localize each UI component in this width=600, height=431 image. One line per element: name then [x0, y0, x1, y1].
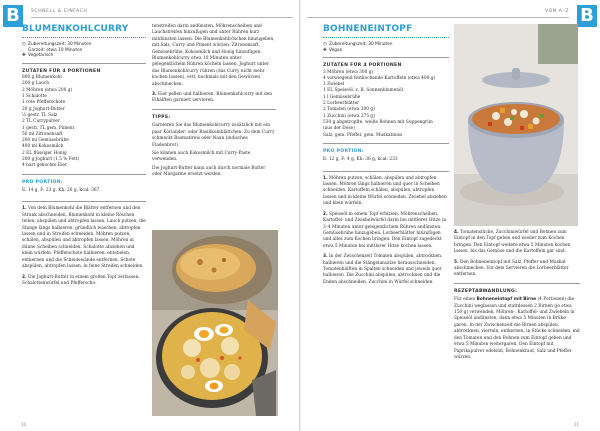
- divider: [22, 63, 146, 64]
- ingredient-item: 3 Möhren (etwa 300 g): [323, 69, 374, 75]
- ingredient-item: 1 rote Pfefferschote: [22, 100, 66, 106]
- ingredient-item: 1 EL Speiseöl, z. B. Sonnenblumenöl: [323, 88, 404, 94]
- ingredient-item: 1 gestr. TL gem. Piment: [22, 125, 75, 131]
- stew-photo: [454, 24, 578, 226]
- ingredient-item: 2 Lorbeerblätter: [323, 101, 360, 107]
- variation-text: Für einen Bohneneintopf mit Birne (4 Portionen) die Zucchini weglassen und stattdessen 2 Birnen (je etwa 150 g) verwenden. Möhren-, Kartoffel- und Zwiebeln in Speiseöl andünsten, dann etwa 5 Minuten in Brühe garen. In der Zwischenzeit die Birnen abspülen, abtrocknen, vierteln, entkernen, in Stücke schneiden, mit den Tomaten und den Bohnen zum Eintopf geben und etwa 5 Minuten weitergaren. Den Eintopf mit Paprikapulver edelsüß, Bohnenkraut, Salz und Pfeffer würzen.: [454, 297, 580, 360]
- meta-time: ◷ Zubereitungszeit: 30 Minuten: [323, 42, 393, 47]
- leaf-icon: ✤: [22, 53, 26, 59]
- per-portion-heading: PRO PORTION:: [22, 179, 64, 185]
- tip: Die Joghurt-Butter kann auch durch normale Butter oder Margarine ersetzt werden.: [152, 165, 266, 178]
- ingredient-item: 800 g Blumenkohl: [22, 75, 62, 81]
- tip: Sie können auch Kokosmilch mit Curry-Paste verwenden.: [152, 150, 251, 163]
- divider: [22, 201, 146, 202]
- ingredients-heading: ZUTATEN FÜR 4 PORTIONEN: [323, 63, 402, 69]
- meta-diet: ✤ Vegetarisch: [22, 53, 54, 59]
- ingredient-item: 1 Zwiebel: [323, 82, 345, 88]
- clock-icon: ◷: [323, 42, 327, 47]
- ingredients-heading: ZUTATEN FÜR 4 PORTIONEN: [22, 68, 101, 74]
- ingredient-item: 4 vorwiegend festkochende Kartoffeln (etwa 400 g): [323, 75, 436, 81]
- ingredients-list: [323, 70, 449, 139]
- ingredient-item: 200 ml Gemüsebrühe: [22, 138, 69, 144]
- recipe-title: BOHNENEINTOPF: [323, 24, 413, 34]
- page-number: 10: [21, 422, 27, 427]
- ingredient-item: 1 Schalotte: [22, 94, 47, 100]
- right-page: [301, 0, 600, 431]
- left-column-2: [152, 24, 276, 179]
- step-1: 1. Von dem Blumenkohl die Blätter entfernen und den Strunk abschneiden. Blumenkohl in kleine Röschen teilen, abspülen und abtropfen lassen. Lauch putzen, die Stange längs halbieren, gründlich waschen, abtropfen lassen und in Streifen schneiden. Möhren putzen, schälen, abspülen und abtropfen lassen. Möhren in dünne Scheiben schneiden. Schalotte abziehen und klein würfeln. Pfefferschote halbieren, entstielen, entkernen und die Scheidewände entfernen. Schote abspülen, abtropfen lassen, in feine Streifen schneiden.: [22, 206, 146, 270]
- running-head: VON A–Z: [545, 9, 569, 14]
- tips-heading: TIPPS:: [152, 114, 171, 120]
- recipe-title: BLUMENKOHLCURRY: [22, 24, 129, 34]
- ingredient-item: 530 g abgetropfte, weiße Bohnen mit Suppengrün: [323, 119, 433, 125]
- ingredient-item: 2 TL Currypulver: [22, 119, 60, 125]
- divider: [323, 57, 449, 58]
- left-page: [0, 0, 299, 431]
- ingredient-item: 2 Möhren (etwa 200 g): [22, 87, 73, 93]
- ingredient-item: 200 g Lauch: [22, 81, 50, 87]
- curry-photo: [152, 230, 278, 416]
- header-rule: [31, 17, 293, 18]
- ingredient-item: 400 ml Kokosmilch: [22, 144, 64, 150]
- left-column-1: [22, 24, 146, 287]
- step-2: 2. Die Joghurt-Butter in einem großen Topf zerlassen. Schalottenwürfel und Pfefferscho-: [22, 274, 140, 286]
- divider: [152, 109, 276, 110]
- ingredient-item: 20 g Joghurt-Butter: [22, 106, 65, 112]
- letter-tab: B: [577, 5, 597, 27]
- per-portion-heading: PRO PORTION:: [323, 148, 365, 154]
- ingredient-item: 2 EL flüssiger Honig: [22, 150, 67, 156]
- meta-diet: ✤ Vegan: [323, 47, 343, 53]
- right-column-1: [323, 24, 449, 286]
- clock-icon: ◷: [22, 42, 26, 47]
- divider: [323, 143, 449, 144]
- step-3: 3. Eier pellen und halbieren. Blumenkohlcurry mit den Eihälften garniert servieren.: [152, 92, 273, 104]
- ingredient-item: 50 ml Zitronensaft: [22, 131, 63, 137]
- nutrition-values: E: 14 g, F: 23 g, Kh: 26 g, kcal: 367: [22, 188, 100, 194]
- nutrition-values: E: 12 g, F: 4 g, Kh: 36 g, kcal: 233: [323, 157, 398, 163]
- divider: [454, 283, 580, 284]
- step-2-continuation: tenstreifen darin andünsten. Möhrenscheiben und Lauchstreifen hinzufügen und unter Rühren kurz mitdünsten lassen. Die Blumenkohlröschen hinzugeben, mit Salz, Curry und Piment würzen. Zitronensaft, Gemüsebrühe, Kokosmilch und Honig hinzufügen. Blumenkohlcurry etwa 10 Minuten unter gelegentlichem Rühren köcheln lassen. Joghurt unter das Blumenkohlcurry rühren (das Curry nicht mehr kochen lassen), evtl. nochmals mit den Gewürzen abschmecken.: [152, 24, 275, 87]
- step-5: 5. Den Bohneneintopf mit Salz, Pfeffer und Muskat abschmecken. Vor dem Servieren die Lorbeerblätter entfernen.: [454, 259, 569, 278]
- ingredient-item: ½ gestr. TL Salz: [22, 112, 58, 118]
- ingredient-item: 1 l Gemüsebrühe: [323, 94, 361, 100]
- page-number: 11: [573, 422, 579, 427]
- ingredient-item: (aus der Dose): [323, 126, 355, 132]
- ingredient-item: Salz, gem. Pfeffer, gem. Muskatnuss: [323, 132, 403, 138]
- step-4: 4. Tomatenstücke, Zucchiniwürfel und Bohnen zum Eintopf in den Topf geben und wieder zum Kochen bringen. Den Eintopf weitere etwa 5 Minuten kochen lassen, bis das Gemüse und die Kartoffeln gar sind.: [454, 230, 571, 255]
- title-divider: [323, 37, 449, 38]
- divider: [22, 174, 146, 175]
- ingredients-list: [22, 75, 146, 169]
- leaf-icon: ✤: [323, 47, 327, 53]
- ingredient-item: 200 g Joghurt (1,5 % Fett): [22, 157, 80, 163]
- curry-illustration: [152, 230, 278, 416]
- title-divider: [22, 37, 146, 38]
- variation-heading: REZEPTABWANDLUNG:: [454, 288, 518, 294]
- right-column-2: [454, 230, 580, 361]
- step-3: 3. In der Zwischenzeit Tomaten abspülen, abtrocknen, halbieren und die Stängelansätze herausschneiden. Tomatenhälften in Spalten schneiden und jeweils quer halbieren. Die Zucchini abspülen, abtrocknen und die Enden abschneiden. Zucchini in Würfel schneiden.: [323, 254, 443, 285]
- running-head: SCHNELL & EINFACH: [31, 9, 88, 14]
- divider: [323, 171, 449, 172]
- ingredient-item: 1 Zucchini (etwa 275 g): [323, 113, 375, 119]
- meta-time: ◷ Zubereitungszeit: 30 Minuten Garzeit: etwa 10 Minuten: [22, 42, 92, 53]
- ingredient-item: 4 hart gekochte Eier: [22, 163, 67, 169]
- step-2: 2. Speiseöl in einem Topf erhitzen. Möhrenscheiben, Kartoffel- und Zwiebelwürfel darin bei mittlerer Hitze in 3–4 Minuten unter gelegentlichem Rühren andünsten. Gemüsebrühe hinzugeben. Lorbeerblätter hinzufügen und alles zum Kochen bringen. Den Eintopf zugedeckt etwa 5 Minuten bei mittlerer Hitze kochen lassen.: [323, 211, 447, 249]
- letter-tab: B: [3, 5, 23, 27]
- tip: Garnieren Sie das Blumenkohlcurry zusätzlich mit ein paar Koriander- oder Basilikumblättchen. Zu dem Curry schmeckt Basmatireis oder Naan (indisches Fladenbrot).: [152, 123, 275, 148]
- header-rule: [307, 17, 569, 18]
- step-1: 1. Möhren putzen, schälen, abspülen und abtropfen lassen. Möhren längs halbieren und quer in Scheiben schneiden. Kartoffeln schälen, abspülen, abtropfen lassen und in kleine Würfel schneiden. Zwiebel abziehen und klein würfeln.: [323, 175, 447, 207]
- stew-illustration: [454, 24, 578, 226]
- ingredient-item: 2 Tomaten (etwa 200 g): [323, 107, 375, 113]
